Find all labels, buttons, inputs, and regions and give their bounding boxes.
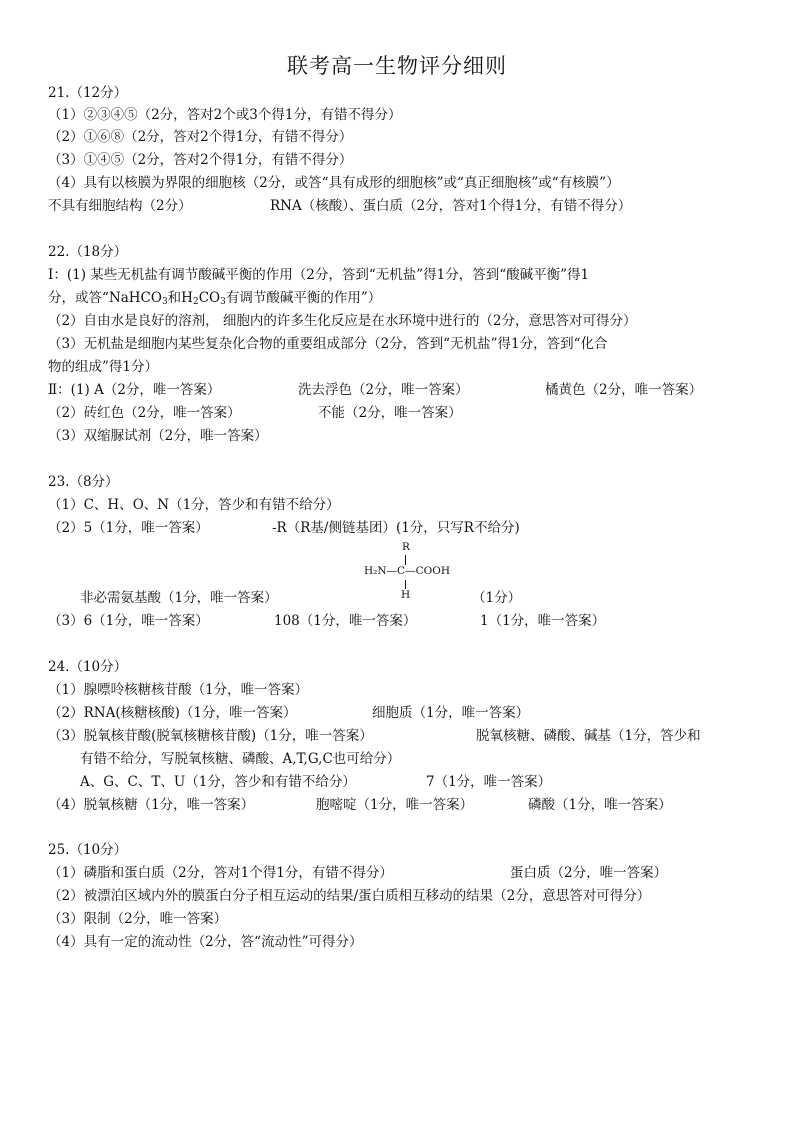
q25-answer-2: （2）被漂泊区域内外的膜蛋白分子相互运动的结果/蛋白质相互移动的结果（2分，意思答对可得分） xyxy=(48,888,651,904)
q22-part2-answer-2a: （2）砖红色（2分，唯一答案） xyxy=(48,405,241,421)
formula-main-chain: H₂N—C—COOH xyxy=(364,565,450,577)
q21-answer-4-cont-a: 不具有细胞结构（2分） xyxy=(48,198,192,214)
q21-answer-2: （2）①⑥⑧（2分，答对2个得1分，有错不得分） xyxy=(48,129,353,145)
q23-answer-2c: 非必需氨基酸（1分，唯一答案） xyxy=(80,590,278,606)
q25-answer-1a: （1）磷脂和蛋白质（2分，答对1个得1分，有错不得分） xyxy=(48,865,393,881)
q22-part2-answer-1c: 橘黄色（2分，唯一答案） xyxy=(545,382,703,398)
page-title: 联考高一生物评分细则 xyxy=(287,54,507,78)
q23-answer-3a: （3）6（1分，唯一答案） xyxy=(48,613,209,629)
q25-answer-1b: 蛋白质（2分，唯一答案） xyxy=(510,865,668,881)
q22-part1-answer-3-cont: 物的组成”得1分） xyxy=(48,359,158,375)
formula-bond-bottom xyxy=(405,580,406,589)
q24-answer-3a: （3）脱氧核苷酸(脱氧核糖核苷酸)（1分，唯一答案） xyxy=(48,728,373,744)
q23-answer-2a: （2）5（1分，唯一答案） xyxy=(48,520,209,536)
q22-part1-answer-1: Ⅰ：(1) 某些无机盐有调节酸碱平衡的作用（2分，答到“无机盐”得1分，答到“酸碱平衡”得1 xyxy=(48,267,590,283)
q22-part2-answer-1b: 洗去浮色（2分，唯一答案） xyxy=(298,382,469,398)
q24-answer-3-cont: 有错不给分，写脱氧核糖、磷酸、A,T,G,C也可给分） xyxy=(80,751,401,767)
q22-heading: 22.（18分） xyxy=(48,244,128,260)
q24-answer-2a: （2）RNA(核糖核酸)（1分，唯一答案） xyxy=(48,705,297,721)
q23-heading: 23.（8分） xyxy=(48,474,119,490)
q22-part2-answer-2b: 不能（2分，唯一答案） xyxy=(318,405,462,421)
q24-answer-3b: 脱氧核糖、磷酸、碱基（1分，答少和 xyxy=(476,728,701,744)
q23-answer-1: （1）C、H、O、N（1分，答少和有错不给分） xyxy=(48,497,340,513)
q22-part2-answer-1a: Ⅱ：(1) A（2分，唯一答案） xyxy=(48,382,221,398)
q25-answer-3: （3）限制（2分，唯一答案） xyxy=(48,911,228,927)
q24-answer-3d: 7（1分，唯一答案） xyxy=(426,774,552,790)
q22-part1-answer-3: （3）无机盐是细胞内某些复杂化合物的重要组成部分（2分，答到“无机盐”得1分，答到“化合 xyxy=(48,336,608,352)
q23-answer-2d: （1分） xyxy=(472,590,522,606)
q21-answer-3: （3）①④⑤（2分，答对2个得1分，有错不得分） xyxy=(48,152,353,168)
q24-heading: 24.（10分） xyxy=(48,659,128,675)
q24-answer-4a: （4）脱氧核糖（1分，唯一答案） xyxy=(48,797,255,813)
q22-part1-answer-2: （2）自由水是良好的溶剂， 细胞内的许多生化反应是在水环境中进行的（2分，意思答对可得分） xyxy=(48,313,637,329)
q24-answer-3c: A、G、C、T、U（1分，答少和有错不给分） xyxy=(80,774,356,790)
q25-answer-4: （4）具有一定的流动性（2分，答“流动性”可得分） xyxy=(48,934,363,950)
q21-heading: 21.（12分） xyxy=(48,85,128,101)
formula-hydrogen: H xyxy=(401,589,411,601)
q21-answer-4: （4）具有以核膜为界限的细胞核（2分，或答“具有成形的细胞核”或“真正细胞核”或“有核膜”） xyxy=(48,175,620,191)
q24-answer-2b: 细胞质（1分，唯一答案） xyxy=(372,705,530,721)
q24-answer-1: （1）腺嘌呤核糖核苷酸（1分，唯一答案） xyxy=(48,682,309,698)
formula-bond-top xyxy=(405,555,406,565)
q25-heading: 25.（10分） xyxy=(48,842,128,858)
q23-answer-2b: -R（R基/侧链基团）(1分，只写R不给分) xyxy=(272,520,520,536)
q23-answer-3b: 108（1分，唯一答案） xyxy=(274,613,417,629)
q21-answer-1: （1）②③④⑤（2分，答对2个或3个得1分，有错不得分） xyxy=(48,107,402,123)
q23-answer-3c: 1（1分，唯一答案） xyxy=(480,613,606,629)
q21-answer-4-cont-b: RNA（核酸）、蛋白质（2分，答对1个得1分，有错不得分） xyxy=(270,198,632,214)
q22-part1-answer-1-cont: 分，或答“NaHCO$_3$和$H_2CO_3$有调节酸碱平衡的作用”） xyxy=(48,290,382,307)
q24-answer-4b: 胞嘧啶（1分，唯一答案） xyxy=(316,797,474,813)
formula-r-group: R xyxy=(402,541,410,553)
q22-part2-answer-3: （3）双缩脲试剂（2分，唯一答案） xyxy=(48,428,268,444)
q24-answer-4c: 磷酸（1分，唯一答案） xyxy=(528,797,672,813)
